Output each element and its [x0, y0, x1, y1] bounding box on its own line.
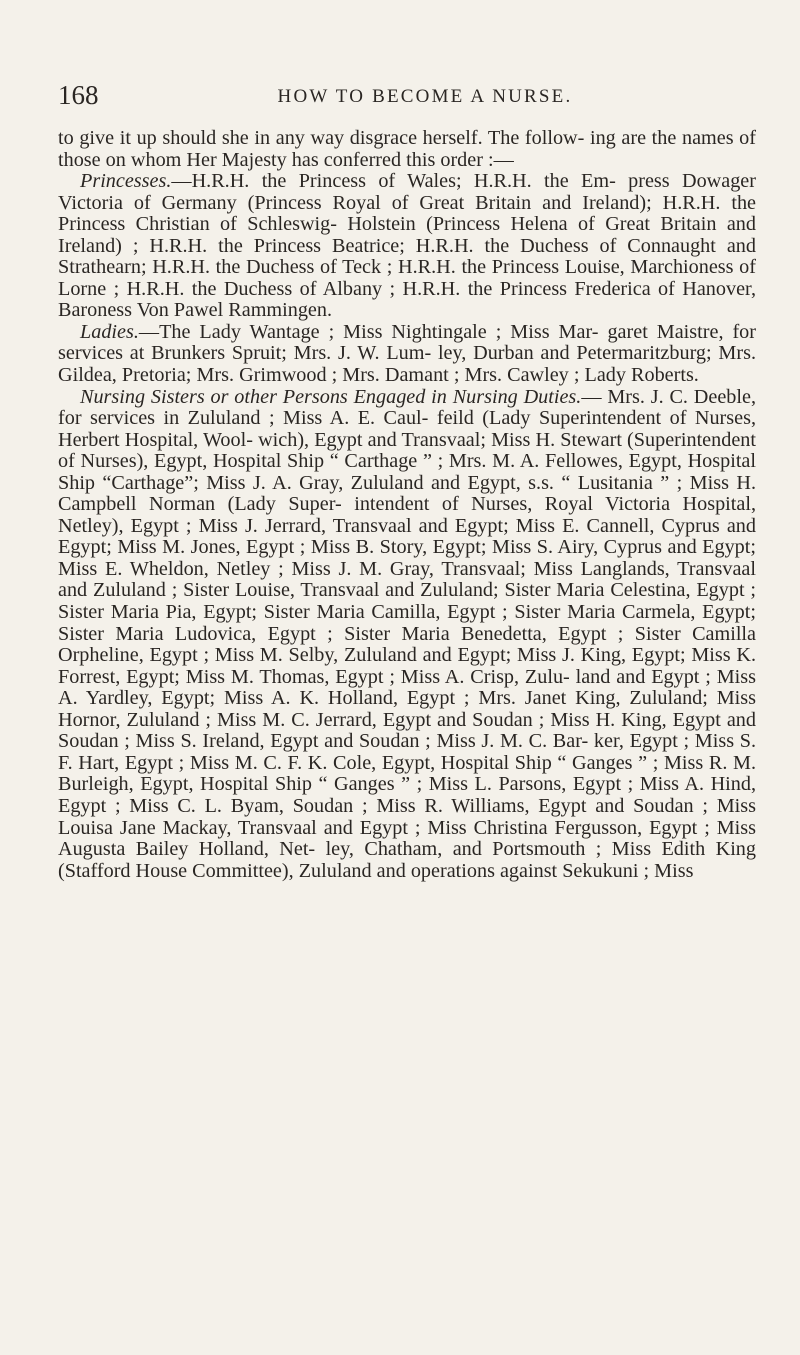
page-header — [58, 80, 752, 110]
paragraph-text: — Mrs. J. C. Deeble, for services in Zululand ; Miss A. E. Caul- feild (Lady Superintendent of Nurses, Herbert Hospital, Wool- wich), Egypt and Transvaal; Miss H. Stewart (Superintendent of Nurses), Egypt, Hospital Ship “ Carthage ” ; Mrs. M. A. Fellowes, Egypt, Hospital Ship “Carthage”; Miss J. A. Gray, Zululand and Egypt, s.s. “ Lusitania ” ; Miss H. Campbell Norman (Lady Super- intendent of Nurses, Royal Victoria Hospital, Netley), Egypt ; Miss J. Jerrard, Transvaal and Egypt; Miss E. Cannell, Cyprus and Egypt; Miss M. Jones, Egypt ; Miss B. Story, Egypt; Miss S. Airy, Cyprus and Egypt; Miss E. Wheldon, Netley ; Miss J. M. Gray, Transvaal; Miss Langlands, Transvaal and Zululand ; Sister Louise, Transvaal and Zululand; Sister Maria Celestina, Egypt ; Sister Maria Pia, Egypt; Sister Maria Camilla, Egypt ; Sister Maria Carmela, Egypt; Sister Maria Ludovica, Egypt ; Sister Maria Benedetta, Egypt ; Sister Camilla Orpheline, Egypt ; Miss M. Selby, Zululand and Egypt; Miss J. King, Egypt; Miss K. Forrest, Egypt; Miss M. Thomas, Egypt ; Miss A. Crisp, Zulu- land and Egypt ; Miss A. Yardley, Egypt; Miss A. K. Holland, Egypt ; Mrs. Janet King, Zululand; Miss Hornor, Zululand ; Miss M. C. Jerrard, Egypt and Soudan ; Miss H. King, Egypt and Soudan ; Miss S. Ireland, Egypt and Soudan ; Miss J. M. C. Bar- ker, Egypt ; Miss S. F. Hart, Egypt ; Miss M. C. F. K. Cole, Egypt, Hospital Ship “ Ganges ” ; Miss R. M. Burleigh, Egypt, Hospital Ship “ Ganges ” ; Miss L. Parsons, Egypt ; Miss A. Hind, Egypt ; Miss C. L. Byam, Soudan ; Miss R. Williams, Egypt and Soudan ; Miss Louisa Jane Mackay, Transvaal and Egypt ; Miss Christina Fergusson, Egypt ; Miss Augusta Bailey Holland, Net- ley, Chatham, and Portsmouth ; Miss Edith King (Stafford House Committee), Zululand and operations against Sekukuni ; Miss — [58, 385, 756, 882]
paragraph-princesses — [58, 171, 756, 322]
paragraph-text: to give it up should she in any way disgrace herself. The follow- ing are the names of those on whom Her Majesty has conferred this order :— — [58, 127, 756, 171]
paragraph-text: —The Lady Wantage ; Miss Nightingale ; Miss Mar- garet Maistre, for services at Brunkers Spruit; Mrs. J. W. Lum- ley, Durban and Petermaritzburg; Mrs. Gildea, Pretoria; Mrs. Grimwood ; Mrs. Damant ; Mrs. Cawley ; Lady Roberts. — [58, 320, 756, 387]
paragraph-text: —H.R.H. the Princess of Wales; H.R.H. the Em- press Dowager Victoria of Germany (Princess Royal of Great Britain and Ireland); H.R.H. the Princess Christian of Schleswig- Holstein (Princess Helena of Great Britain and Ireland) ; H.R.H. the Princess Beatrice; H.R.H. the Duchess of Connaught and Strathearn; H.R.H. the Duchess of Teck ; H.R.H. the Princess Louise, Marchioness of Lorne ; H.R.H. the Duchess of Albany ; H.R.H. the Princess Frederica of Hanover, Baroness Von Pawel Rammingen. — [58, 170, 756, 322]
section-heading-ladies: Ladies. — [80, 320, 139, 343]
page-number: 168 — [58, 80, 99, 110]
section-heading-princesses: Princesses. — [80, 170, 172, 193]
body-text — [58, 128, 756, 882]
paragraph-intro — [58, 128, 756, 171]
paragraph-ladies — [58, 322, 756, 387]
running-head: HOW TO BECOME A NURSE. — [277, 86, 573, 107]
section-heading-nursing-sisters: Nursing Sisters or other Persons Engaged in Nursing Duties. — [80, 385, 582, 408]
paragraph-nursing-sisters — [58, 387, 756, 883]
